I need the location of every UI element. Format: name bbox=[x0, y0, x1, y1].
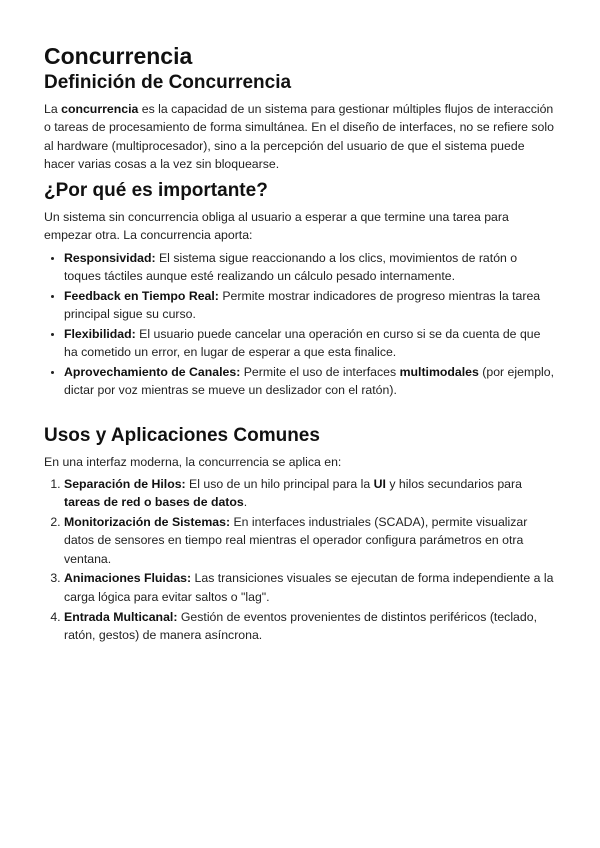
uses-intro: En una interfaz moderna, la concurrencia se aplica en: bbox=[44, 454, 342, 469]
definition-text-start: La bbox=[44, 102, 62, 116]
list-item-text: y hilos secundarios para bbox=[385, 476, 522, 491]
list-item-text: (por ejemplo, dictar por voz mientras se mueve un deslizador con el ratón). bbox=[64, 365, 555, 398]
uses-heading: Usos y Aplicaciones Comunes bbox=[44, 424, 320, 446]
list-item-text: El uso de un hilo principal para la bbox=[185, 476, 374, 491]
list-item-text: . bbox=[243, 495, 248, 510]
definition-term: concurrencia bbox=[61, 102, 139, 116]
list-item bbox=[64, 569, 556, 606]
list-item-text: El sistema sigue reaccionando a los clics, movimientos de ratón o toques táctiles aunque esté realizando un cálculo pesado internamente. bbox=[64, 250, 518, 284]
list-item-term: Feedback en Tiempo Real: bbox=[64, 288, 219, 303]
list-item-term: Entrada Multicanal: bbox=[64, 609, 178, 624]
list-item bbox=[64, 249, 556, 286]
list-item-text: Gestión de eventos provenientes de distintos periféricos (teclado, ratón, gestos) de manera asíncrona. bbox=[64, 609, 537, 642]
definition-text-end: es la capacidad de un sistema para gestionar múltiples flujos de interacción o tareas de procesamiento de forma simultánea. En el diseño de interfaces, no se refiere solo al hardware (multiprocesador), sino a la percepción del usuario de que el sistema puede hacer varias cosas a la vez sin bloquearse. bbox=[44, 102, 554, 171]
list-item bbox=[64, 325, 556, 362]
list-item-term: Separación de Hilos: bbox=[64, 476, 186, 491]
definition-paragraph bbox=[44, 100, 556, 173]
list-item-term: Animaciones Fluidas: bbox=[64, 571, 192, 586]
list-item-text: En interfaces industriales (SCADA), permite visualizar datos de sensores en tiempo real mientras el operador configura parámetros en otra ventana. bbox=[64, 515, 528, 566]
list-item bbox=[64, 363, 556, 400]
importance-heading: ¿Por qué es importante? bbox=[44, 180, 268, 202]
uses-list bbox=[44, 475, 556, 644]
list-item bbox=[64, 608, 556, 645]
list-item-text: El usuario puede cancelar una operación en curso si se da cuenta de que ha cometido un error, en lugar de esperar a que esta finalice. bbox=[64, 326, 541, 360]
importance-list bbox=[44, 249, 556, 400]
list-item-text: Permite mostrar indicadores de progreso mientras la tarea principal sigue su curso. bbox=[64, 288, 541, 322]
list-item bbox=[64, 287, 556, 324]
list-item-term: Monitorización de Sistemas: bbox=[64, 515, 231, 530]
page-title: Concurrencia bbox=[44, 43, 193, 69]
list-item-term: Flexibilidad: bbox=[64, 326, 136, 341]
list-item-text: Permite el uso de interfaces bbox=[240, 365, 400, 380]
list-item-text: Las transiciones visuales se ejecutan de forma independiente a la carga lógica para evitar saltos o "lag". bbox=[64, 571, 554, 604]
importance-intro: Un sistema sin concurrencia obliga al usuario a esperar a que termine una tarea para empezar otra. La concurrencia aporta: bbox=[44, 210, 509, 243]
list-item-term: Aprovechamiento de Canales: bbox=[64, 365, 241, 380]
list-item-emphasis: tareas de red o bases de datos bbox=[64, 495, 244, 510]
list-item-term: Responsividad: bbox=[64, 250, 156, 265]
list-item-emphasis: UI bbox=[373, 476, 386, 491]
list-item bbox=[64, 513, 556, 568]
list-item bbox=[64, 475, 556, 512]
definition-heading: Definición de Concurrencia bbox=[44, 72, 292, 93]
list-item-emphasis: multimodales bbox=[399, 365, 479, 380]
